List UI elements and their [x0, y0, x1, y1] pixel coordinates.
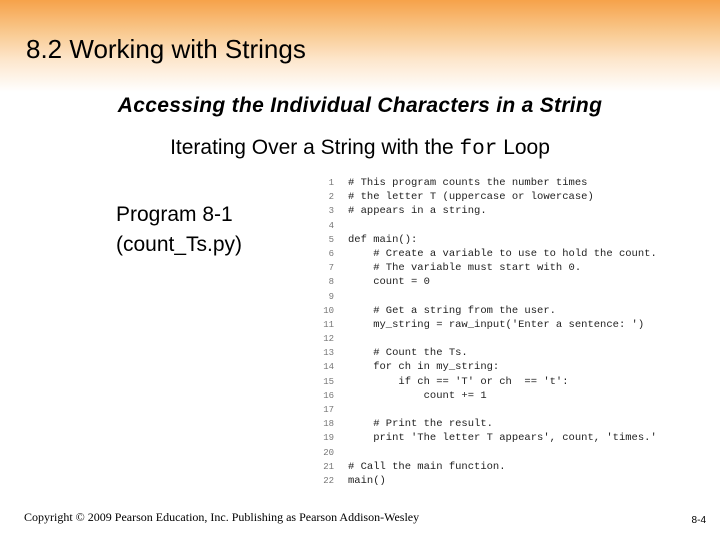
code-text: # the letter T (uppercase or lowercase): [348, 191, 594, 204]
code-text: main(): [348, 474, 386, 487]
code-line: [318, 460, 657, 474]
code-line: [318, 403, 657, 417]
code-line: [318, 346, 657, 360]
code-line: [318, 233, 657, 247]
line-number: 7: [328, 263, 334, 274]
line-number: 16: [323, 390, 334, 401]
line-number: 3: [328, 206, 334, 217]
code-line: [318, 176, 657, 190]
program-label-name: Program 8-1: [116, 203, 233, 226]
code-text: count = 0: [348, 276, 430, 289]
code-text: # Count the Ts.: [348, 347, 468, 360]
code-text: # appears in a string.: [348, 205, 487, 218]
code-line: [318, 417, 657, 431]
line-number: 12: [323, 334, 334, 345]
code-text: print 'The letter T appears', count, 'times.': [348, 432, 657, 445]
code-line: [318, 332, 657, 346]
line-number: 2: [328, 192, 334, 203]
code-text: def main():: [348, 233, 418, 246]
line-number: 17: [323, 405, 334, 415]
line-number: 20: [323, 447, 334, 458]
code-text: # Create a variable to use to hold the count.: [348, 247, 657, 260]
line-number: 8: [328, 277, 334, 288]
code-line: [318, 190, 657, 204]
code-line: [318, 304, 657, 318]
code-line: [318, 360, 657, 374]
slide-subtitle: Accessing the Individual Characters in a String: [117, 94, 603, 117]
slide-sub-subtitle: [0, 136, 720, 161]
code-text: for ch in my_string:: [348, 361, 500, 374]
page-number: 8-4: [691, 515, 706, 526]
code-text: # Print the result.: [348, 418, 493, 431]
code-text: my_string = raw_input('Enter a sentence: '): [348, 318, 645, 331]
line-number: 13: [323, 348, 334, 359]
line-number: 19: [323, 433, 334, 444]
code-text: # Call the main function.: [348, 460, 506, 473]
line-number: 4: [328, 220, 334, 231]
code-line: [318, 219, 657, 233]
line-number: 15: [323, 376, 334, 387]
line-number: 14: [323, 362, 334, 373]
program-label: [116, 200, 242, 260]
code-line: [318, 318, 657, 332]
line-number: 18: [323, 419, 334, 430]
code-line: [318, 474, 657, 488]
copyright-footer: Copyright © 2009 Pearson Education, Inc. Publishing as Pearson Addison-Wesley: [24, 510, 420, 524]
code-line: [318, 204, 657, 218]
line-number: 22: [323, 475, 334, 486]
line-number: 11: [323, 319, 334, 330]
line-number: 5: [328, 234, 334, 245]
code-line: [318, 290, 657, 304]
sub-subtitle-code: for: [459, 138, 498, 161]
code-listing: [318, 176, 657, 488]
line-number: 21: [323, 461, 334, 472]
line-number: 9: [328, 291, 334, 302]
code-text: # This program counts the number times: [348, 177, 588, 189]
code-text: count += 1: [348, 389, 487, 402]
sub-subtitle-post: Loop: [497, 136, 550, 159]
slide-title: 8.2 Working with Strings: [26, 34, 306, 64]
code-line: [318, 375, 657, 389]
line-number: 1: [328, 178, 334, 188]
code-line: [318, 247, 657, 261]
line-number: 10: [323, 305, 334, 316]
code-text: if ch == 'T' or ch == 't':: [348, 375, 569, 388]
code-line: [318, 389, 657, 403]
line-number: 6: [328, 248, 334, 259]
code-line: [318, 431, 657, 445]
code-line: [318, 446, 657, 460]
program-label-file: (count_Ts.py): [116, 233, 243, 256]
code-line: [318, 275, 657, 289]
code-text: # The variable must start with 0.: [348, 262, 582, 275]
sub-subtitle-pre: Iterating Over a String with the: [170, 136, 460, 159]
code-text: # Get a string from the user.: [348, 304, 556, 317]
code-line: [318, 261, 657, 275]
